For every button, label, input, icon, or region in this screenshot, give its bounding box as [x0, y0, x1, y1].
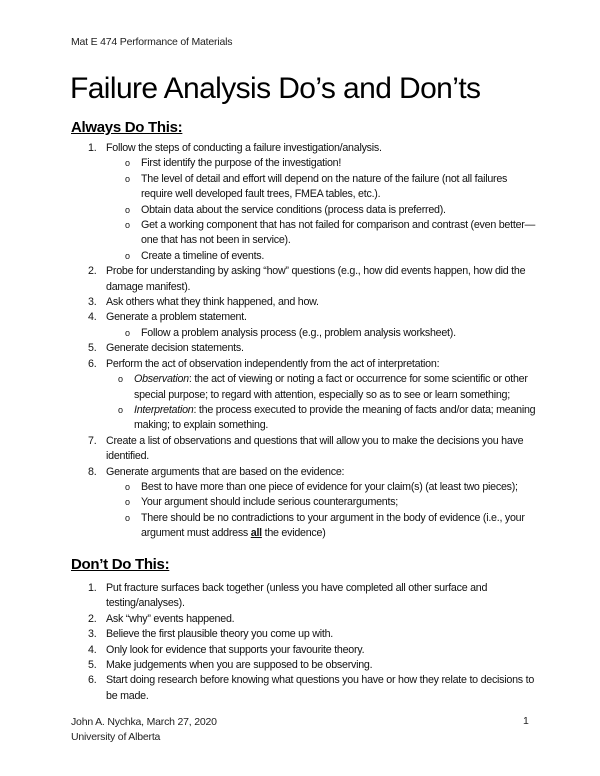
sub-list-item: o The level of detail and effort will depend on the nature of the failure (not all failures require well developed fault trees, FMEA tables, etc.). [125, 172, 508, 201]
bullet-icon: o [125, 173, 130, 184]
bullet-icon: o [125, 512, 130, 523]
sub-list-item: o Get a working component that has not failed for comparison and contrast (even better—one that has not been in service). [125, 219, 536, 247]
always-do-heading: Always Do This: [71, 119, 183, 136]
bullet-icon: o [125, 250, 130, 261]
sub-list-item: o Your argument should include serious counterarguments; [0, 495, 600, 510]
page-number: 1 [523, 715, 529, 727]
definition-interpretation: o Interpretation: the process executed to provide the meaning of facts and/or data; meaning making; to explain something. [118, 403, 536, 432]
dont-do-heading: Don’t Do This: [71, 556, 170, 573]
bullet-icon: o [118, 374, 123, 385]
list-item: 4. Only look for evidence that supports your favourite theory. [88, 643, 365, 656]
page-title: Failure Analysis Do’s and Don’ts [70, 72, 481, 105]
list-item: 4. Generate a problem statement. [88, 311, 247, 324]
list-item: 1. Put fracture surfaces back together (unless you have completed all other surface and testing/analyses). [88, 582, 488, 610]
list-item: 2. Probe for understanding by asking “how” questions (e.g., how did events happen, how did the damage manifest). [88, 265, 526, 293]
bullet-icon: o [125, 327, 130, 338]
bullet-icon: o [125, 497, 130, 508]
list-item: 8. Generate arguments that are based on the evidence: [88, 465, 345, 478]
list-item: 5. Make judgements when you are supposed to be observing. [88, 659, 373, 672]
footer [71, 715, 217, 745]
list-item: 3. Believe the first plausible theory you come up with. [88, 628, 333, 641]
list-item: 6. Perform the act of observation independently from the act of interpretation: [88, 357, 440, 370]
emphasis-all: all [250, 527, 262, 540]
sub-list-item: o First identify the purpose of the investigation! [0, 156, 600, 171]
footer-institution: University of Alberta [71, 731, 161, 743]
list-item: 1. Follow the steps of conducting a failure investigation/analysis. [88, 142, 382, 154]
dont-do-list [0, 581, 600, 704]
list-item: 5. Generate decision statements. [88, 342, 244, 355]
sub-list-item: o Obtain data about the service conditions (process data is preferred). [0, 203, 600, 218]
sub-list-item: o Create a timeline of events. [0, 249, 600, 264]
bullet-icon: o [118, 404, 123, 415]
list-item: 3. Ask others what they think happened, and how. [88, 296, 319, 309]
definition-observation: o Observation: the act of viewing or noting a fact or occurrence for some scientific or other special purpose; to regard with attention, especially so as to see or learn something; [118, 373, 528, 401]
footer-author-date: John A. Nychka, March 27, 2020 [71, 716, 217, 728]
sub-list-item: o Best to have more than one piece of evidence for your claim(s) (at least two pieces); [0, 480, 600, 495]
bullet-icon: o [125, 481, 130, 492]
list-item: 7. Create a list of observations and questions that will allow you to make the decisions you have identified. [88, 434, 524, 463]
list-item: 6. Start doing research before knowing what questions you have or how they relate to decisions to be made. [88, 674, 535, 702]
sub-list-item: o There should be no contradictions to your argument in the body of evidence (i.e., your argument must address all the evidence) [125, 511, 525, 540]
sub-list-item: o Follow a problem analysis process (e.g., problem analysis worksheet). [0, 326, 600, 341]
bullet-icon: o [125, 204, 130, 215]
bullet-icon: o [125, 220, 130, 231]
always-do-list [0, 141, 600, 542]
running-header: Mat E 474 Performance of Materials [71, 36, 233, 48]
list-item: 2. Ask “why” events happened. [88, 612, 235, 625]
bullet-icon: o [125, 158, 130, 169]
